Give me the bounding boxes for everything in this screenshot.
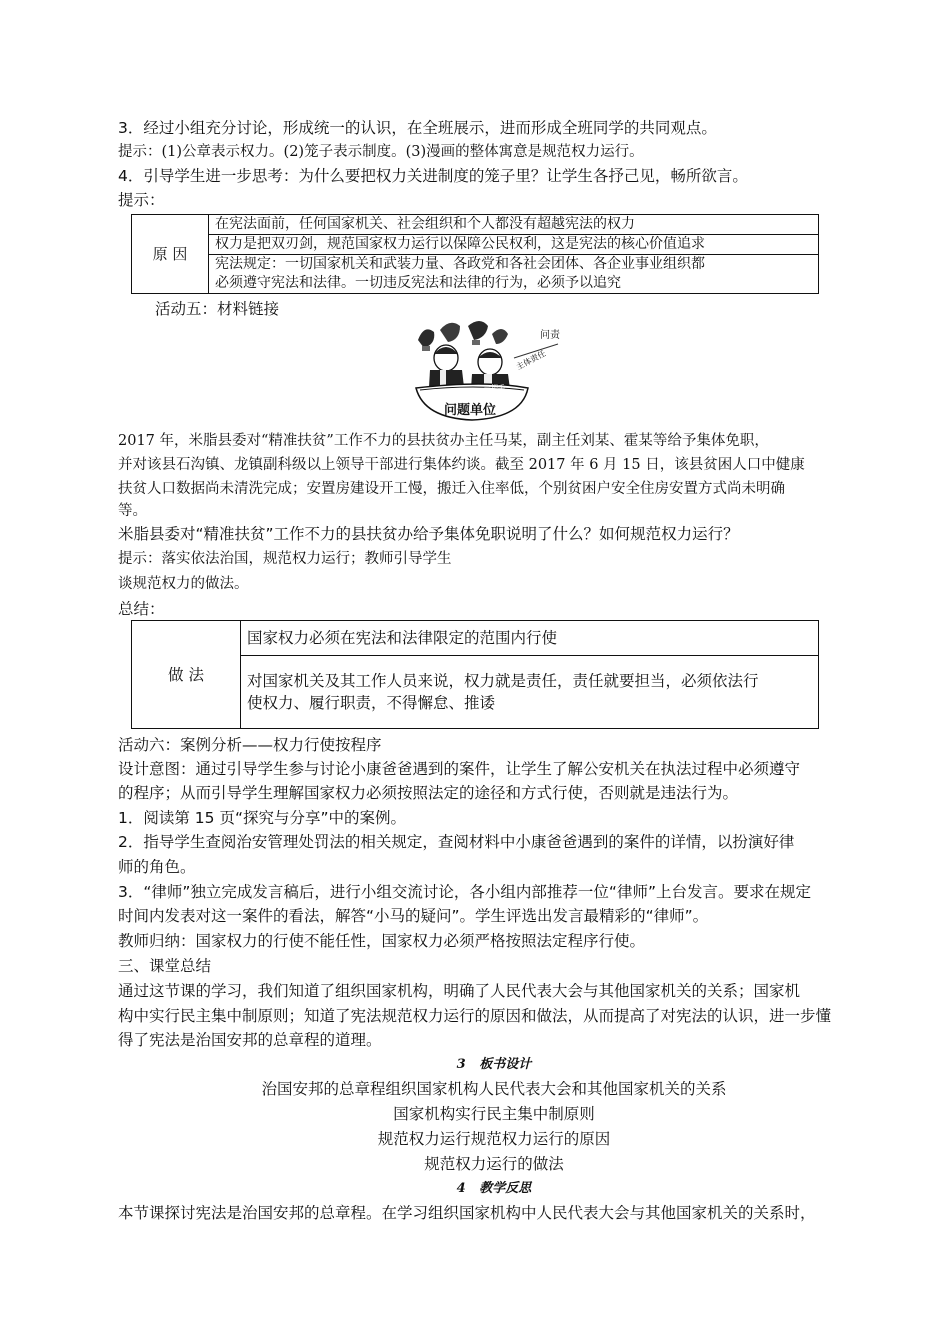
summary-para-line-2: 构中实行民主集中制原则；知道了宪法规范权力运行的原因和做法，从而提高了对宪法的认识，进一步懂 [118,1007,832,1025]
hint-2-line-2: 谈规范权力的做法。 [118,576,249,592]
methods-table [131,620,819,729]
reason-3-line-1: 宪法规定：一切国家机关和武装力量、各政党和各社会团体、各企业事业组织都 [215,256,705,272]
seal-stamps [418,321,508,351]
reflection-para-line-1: 本节课探讨宪法是治国安邦的总章程。在学习组织国家机构中人民代表大会与其他国家机关的关系时， [118,1204,816,1222]
step-4: 4．引导学生进一步思考：为什么要把权力关进制度的笼子里？让学生各抒己见，畅所欲言。 [118,167,748,185]
design-intent-line-1: 设计意图：通过引导学生参与讨论小康爸爸遇到的案件，让学生了解公安机关在执法过程中必须遵守 [118,760,801,778]
board-line-3: 规范权力运行规范权力运行的原因 [377,1130,611,1148]
reason-1: 在宪法面前，任何国家机关、社会组织和个人都没有超越宪法的权力 [209,215,819,235]
reason-3-line-2: 必须遵守宪法和法律。一切违反宪法和法律的行为，必须予以追究 [215,275,621,291]
board-line-1: 治国安邦的总章程组织国家机构人民代表大会和其他国家机关的关系 [261,1080,727,1098]
hint-2-line-1: 提示：落实依法治国，规范权力运行；教师引导学生 [118,551,452,567]
teacher-conclusion: 教师归纳：国家权力的行使不能任性，国家权力必须严格按照法定程序行使。 [118,932,646,950]
method-2-line-2: 使权力、履行职责，不得懈怠、推诿 [247,694,496,712]
method-2 [241,656,819,729]
case-para-line-3: 扶贫人口数据尚未清洗完成；安置房建设开工慢，搬迁入住率低，个别贫困户安全住房安置方式尚未明确 [118,481,785,497]
hint-1: 提示：(1)公章表示权力。(2)笼子表示制度。(3)漫画的整体寓意是规范权力运行。 [118,144,644,160]
activity-6-heading: 活动六：案例分析——权力行使按程序 [118,736,382,754]
case-para-line-2: 并对该县石沟镇、龙镇副科级以上领导干部进行集体约谈。截至 2017 年 6 月 15 日，该县贫困人口中健康 [118,457,805,473]
summary-label: 总结： [118,600,165,618]
cartoon-tag-leader: 一把手 [484,384,505,392]
reasons-table [131,214,819,294]
reflection-heading [118,1178,870,1200]
cartoon-caption: 问题单位 [443,402,497,417]
step-3: 3．经过小组充分讨论，形成统一的认识，在全班展示，进而形成全班同学的共同观点。 [118,119,717,137]
step-a3-line-1: 3．“律师”独立完成发言稿后，进行小组交流讨论，各小组内部推荐一位“律师”上台发言。要求在规定 [118,883,811,901]
cartoon-tag-accountability: 问责 [540,330,560,341]
board-design-number: 3 [456,1057,466,1072]
step-a3-line-2: 时间内发表对这一案件的看法，解答“小马的疑问”。学生评选出发言最精彩的“律师”。 [118,907,709,925]
step-a1: 1．阅读第 15 页“探究与分享”中的案例。 [118,809,406,827]
method-2-line-1: 对国家机关及其工作人员来说，权力就是责任，责任就要担当，必须依法行 [247,672,759,690]
design-intent-line-2: 的程序；从而引导学生理解国家权力必须按照法定的途径和方式行使，否则就是违法行为。 [118,784,739,802]
step-a2-line-2: 师的角色。 [118,858,196,876]
reasons-label: 原 因 [132,215,209,294]
board-design-heading [118,1054,870,1076]
summary-para-line-1: 通过这节课的学习，我们知道了组织国家机构，明确了人民代表大会与其他国家机关的关系；国家机 [118,982,801,1000]
question: 米脂县委对“精准扶贫”工作不力的县扶贫办给予集体免职说明了什么？如何规范权力运行？ [118,525,739,543]
activity-5-heading: 活动五：材料链接 [155,300,280,318]
reason-2: 权力是把双刃剑，规范国家权力运行以保障公民权利，这是宪法的核心价值追求 [209,235,819,255]
board-line-2: 国家机构实行民主集中制原则 [393,1105,595,1123]
board-line-4: 规范权力运行的做法 [424,1155,564,1173]
board-design-title: 板书设计 [479,1057,532,1072]
summary-para-line-3: 得了宪法是治国安邦的总章程的道理。 [118,1031,382,1049]
cartoon-tag-party: 党政 [450,390,464,398]
reason-3 [209,255,819,294]
reflection-number: 4 [456,1181,466,1196]
cartoon-tag-responsibility: 主体责任 [514,348,548,372]
step-a2-line-1: 2．指导学生查阅治安管理处罚法的相关规定，查阅材料中小康爸爸遇到的案件的详情，以扮演好律 [118,833,795,851]
method-1: 国家权力必须在宪法和法律限定的范围内行使 [241,621,819,656]
hint-label: 提示： [118,191,165,209]
section-3-heading: 三、课堂总结 [118,957,212,975]
case-para-line-4: 等。 [118,503,147,519]
methods-label: 做 法 [132,621,241,729]
cartoon-illustration [410,318,560,422]
reflection-title: 教学反思 [479,1181,532,1196]
case-para-line-1: 2017 年，米脂县委对“精准扶贫”工作不力的县扶贫办主任马某，副主任刘某、霍某等给予集体免职， [118,433,769,449]
